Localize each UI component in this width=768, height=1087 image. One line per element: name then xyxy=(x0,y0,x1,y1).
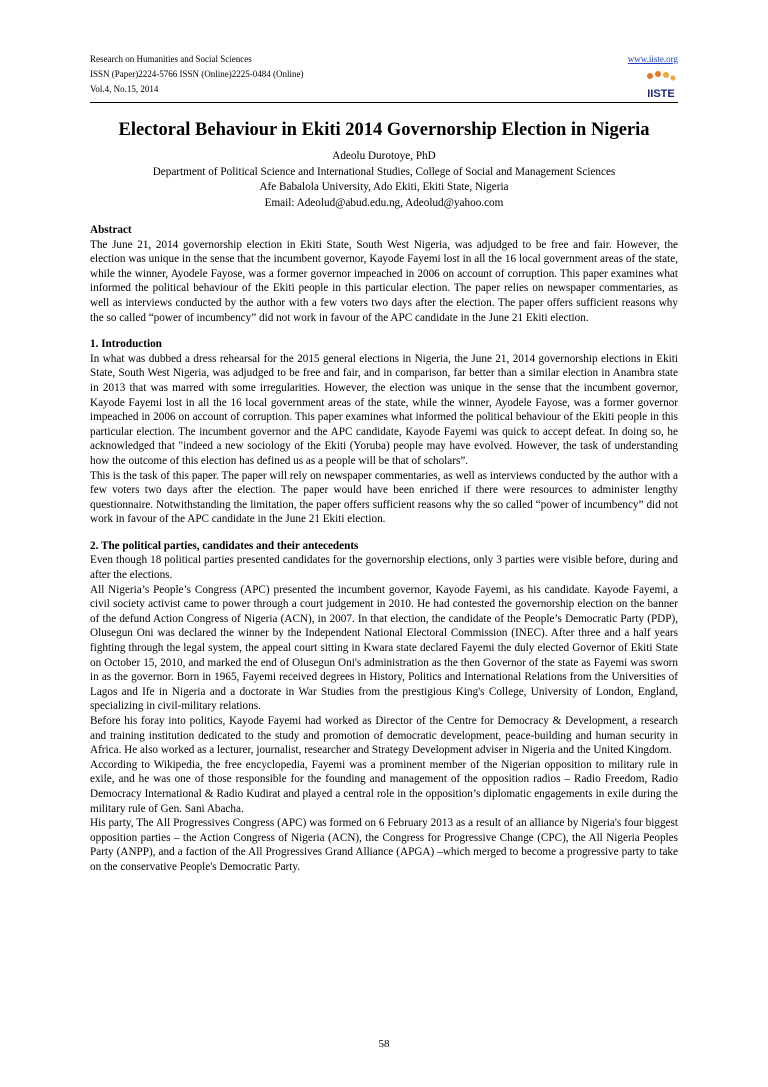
paragraph: His party, The All Progressives Congress (APC) was formed on 6 February 2013 as a result of an alliance by Nigeria's four biggest opposition parties – the Action Congress of Nigeria (ACN), the Congress for Progressive Change (CPC), the All Nigeria Peoples Party (ANPP), and a faction of the All Progressives Grand Alliance (APGA) –which merged to become a progressive party to take on the conservative People's Democratic Party. xyxy=(90,817,678,873)
journal-header xyxy=(90,52,678,102)
author-email: Email: Adeolud@abud.edu.ng, Adeolud@yahoo.com xyxy=(264,196,504,209)
svg-text:IISTE: IISTE xyxy=(647,88,675,100)
iiste-logo xyxy=(644,68,678,100)
parties-section xyxy=(90,539,678,875)
abstract-heading: Abstract xyxy=(90,224,132,236)
author-university: Afe Babalola University, Ado Ekiti, Ekiti State, Nigeria xyxy=(259,181,509,193)
paragraph: All Nigeria’s People’s Congress (APC) presented the incumbent governor, Kayode Fayemi, as his candidate. Kayode Fayemi, a civil society activist came to power through a court judgement in 2010. He had contested the governorship election on the banner of the defund Action Congress of Nigeria (ACN), in 2007. In that election, the candidate of the People’s Democratic Party (PDP), Olusegun Oni was declared the winner by the Independent National Electoral Commission (INEC). After three and a half years fighting through the legal system, the appeal court sitting in Kwara state declared Fayemi the duly elected Governor of Ekiti State on October 15, 2010, and marked the end of Olusegun Oni's administration as the then Governor of the state as Fayemi was sworn in as the governor. Born in 1965, Fayemi received degrees in History, Politics and International Relations from the Universities of Lagos and Ife in Nigeria and a doctorate in War Studies from the prestigious King's College, University of London, England, specializing in civil-military relations. xyxy=(90,583,678,713)
abstract-text: The June 21, 2014 governorship election in Ekiti State, South West Nigeria, was adjudged to be free and fair. However, the election was unique in the sense that the incumbent governor, Kayode Fayemi lost in all the 16 local government areas of the state, while the winner, Ayodele Fayose, was a former governor impeached in 2006 on account of corruption. This paper examines what informed the political behaviour of the Ekiti people in this particular election. The paper relies on newspaper commentaries, as well as interviews conducted by the author with a few voters two days after the election. The paper offers sufficient reasons why the so called “power of incumbency” did not work in favour of the APC candidate in the June 21 Ekiti election. xyxy=(90,238,678,324)
paper-title: Electoral Behaviour in Ekiti 2014 Governorship Election in Nigeria xyxy=(118,120,650,140)
paragraph: In what was dubbed a dress rehearsal for the 2015 general elections in Nigeria, the June 21, 2014 governorship elections in Ekiti State, South West Nigeria, was adjudged to be free and fair, and in comparison, far better than a similar election in Anambra state in 2013 that was marred with some irregularities. However, the election was unique in the sense that the incumbent governor, Kayode Fayemi lost in all the 16 local government areas of the state, while the winner, Ayodele Fayose, was a former governor impeached in 2006 on account of corruption. This paper examines what informed the political behaviour of the Ekiti people in this particular election. The incumbent governor and the APC candidate, Kayode Fayemi was quick to accept defeat. In doing so, he acknowledged that "indeed a new sociology of the Ekiti (Yoruba) people may have evolved. However, the task of understanding how the outcome of this election has defined us as a people will be that of scholars”. xyxy=(90,352,678,467)
volume-line: Vol.4, No.15, 2014 xyxy=(90,84,159,94)
paragraph: Even though 18 political parties presented candidates for the governorship elections, only 3 parties were visible before, during and after the elections. xyxy=(90,554,678,582)
abstract-section xyxy=(90,223,678,325)
paper-page xyxy=(90,52,678,875)
author-department: Department of Political Science and International Studies, College of Social and Management Sciences xyxy=(152,165,616,178)
issn-line: ISSN (Paper)2224-5766 ISSN (Online)2225-0484 (Online) xyxy=(90,69,304,79)
journal-website-link[interactable]: www.iiste.org xyxy=(627,54,678,64)
author-block xyxy=(90,149,678,211)
introduction-section xyxy=(90,337,678,527)
page-number: 58 xyxy=(378,1038,390,1050)
paragraph: According to Wikipedia, the free encyclopedia, Fayemi was a prominent member of the Nigerian opposition to military rule in exile, and he was one of those responsible for the founding and management of the opposition radios – Radio Freedom, Radio Democracy International & Radio Kudirat and played a central role in the opposition’s diplomatic engagements in exile during the military rule of Gen. Sani Abacha. xyxy=(90,758,678,815)
header-rule xyxy=(90,102,678,103)
parties-heading: 2. The political parties, candidates and their antecedents xyxy=(90,539,359,552)
introduction-heading: 1. Introduction xyxy=(90,338,162,351)
paragraph: This is the task of this paper. The paper will rely on newspaper commentaries, as well as interviews conducted by the author with a few voters two days after the election. The paper would have been enriched if there were resources to administer lengthy questionnaire. Notwithstanding the limitation, the paper offers sufficient reasons why the so called “power of incumbency” did not work in favour of the APC candidate in the June 21 Ekiti election. xyxy=(90,469,678,526)
paragraph: Before his foray into politics, Kayode Fayemi had worked as Director of the Centre for Democracy & Development, a research and training institution dedicated to the study and promotion of democratic development, peace-building and human security in Africa. He also worked as a lecturer, journalist, researcher and Strategy Development adviser in Nigeria and the United Kingdom. xyxy=(90,715,678,757)
author-name: Adeolu Durotoye, PhD xyxy=(332,150,436,162)
journal-name: Research on Humanities and Social Sciences xyxy=(90,54,252,64)
